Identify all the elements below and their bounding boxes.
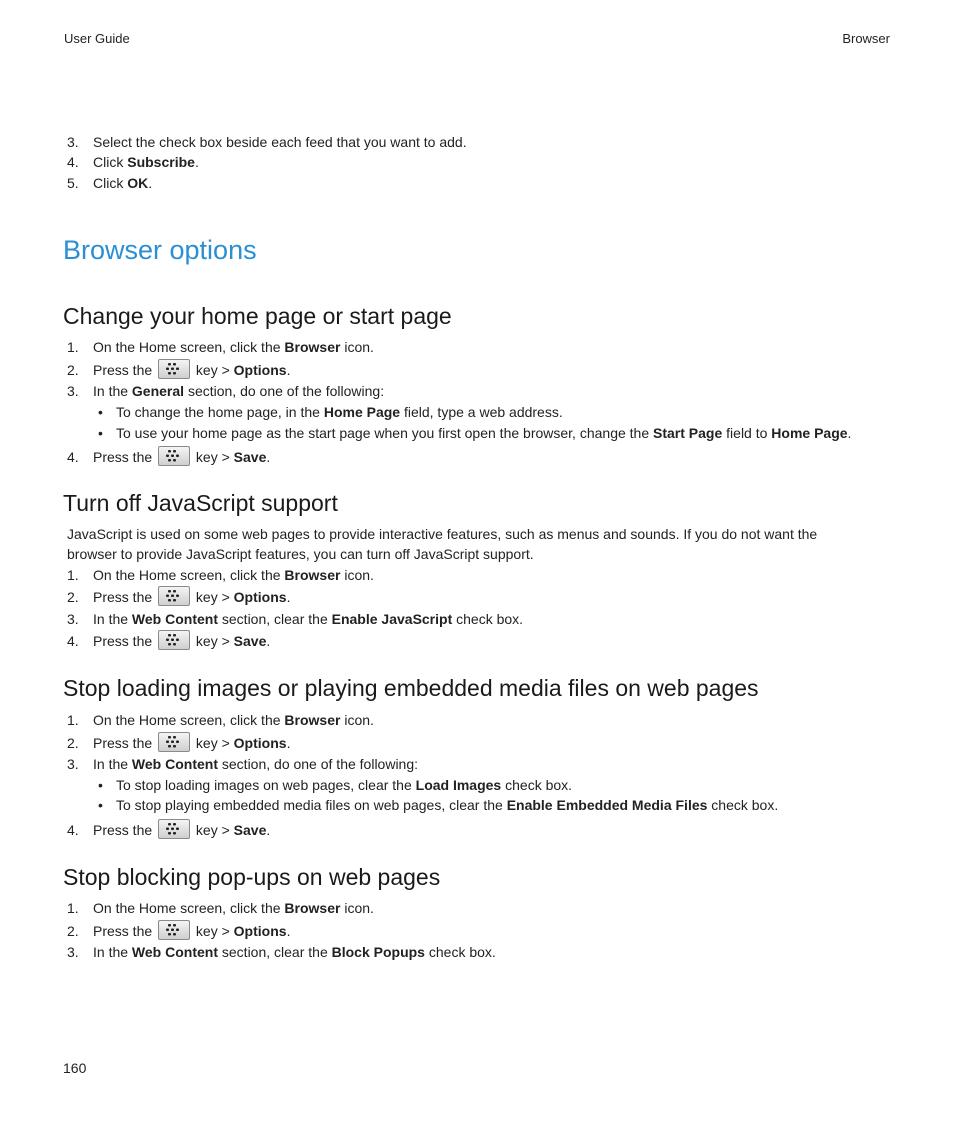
- section-title-media: Stop loading images or playing embedded media files on web pages: [63, 675, 759, 701]
- media-step-3: 3. In the Web Content section, do one of the following:: [67, 756, 419, 772]
- page-number: 160: [63, 1060, 87, 1076]
- media-step-2: 2. Press the key > Options.: [67, 732, 290, 753]
- header-doc-title: User Guide: [64, 31, 130, 46]
- javascript-intro: JavaScript is used on some web pages to provide interactive features, such as menus and sounds. If you do not want the browser to provide JavaScript features, you can turn off JavaScript support.: [67, 526, 818, 562]
- home-step-2: 2. Press the key > Options.: [67, 359, 290, 380]
- section-title-home: Change your home page or start page: [63, 303, 452, 329]
- media-bullet-2: • To stop playing embedded media files on web pages, clear the Enable Embedded Media Files check box.: [98, 797, 779, 813]
- js-step-3: 3. In the Web Content section, clear the Enable JavaScript check box.: [67, 611, 524, 627]
- js-step-4: 4. Press the key > Save.: [67, 630, 270, 651]
- step-5: 5. Click OK.: [67, 175, 153, 191]
- blackberry-menu-key-icon: [158, 446, 190, 466]
- blackberry-menu-key-icon: [158, 630, 190, 650]
- home-step-1: 1. On the Home screen, click the Browser icon.: [67, 339, 374, 355]
- popups-step-3: 3. In the Web Content section, clear the Block Popups check box.: [67, 944, 496, 960]
- section-title-javascript: Turn off JavaScript support: [63, 490, 338, 516]
- popups-step-2: 2. Press the key > Options.: [67, 920, 290, 941]
- media-bullet-1: • To stop loading images on web pages, clear the Load Images check box.: [98, 777, 573, 793]
- popups-step-1: 1. On the Home screen, click the Browser icon.: [67, 900, 374, 916]
- home-bullet-2: • To use your home page as the start page when you first open the browser, change the Start Page field to Home Page.: [98, 425, 852, 441]
- page-title: Browser options: [63, 235, 257, 265]
- blackberry-menu-key-icon: [158, 819, 190, 839]
- step-4: 4. Click Subscribe.: [67, 154, 199, 170]
- media-step-1: 1. On the Home screen, click the Browser icon.: [67, 712, 374, 728]
- blackberry-menu-key-icon: [158, 359, 190, 379]
- home-step-3: 3. In the General section, do one of the following:: [67, 383, 385, 399]
- blackberry-menu-key-icon: [158, 586, 190, 606]
- blackberry-menu-key-icon: [158, 732, 190, 752]
- home-bullet-1: • To change the home page, in the Home Page field, type a web address.: [98, 404, 563, 420]
- step-3: 3. Select the check box beside each feed that you want to add.: [67, 134, 467, 150]
- blackberry-menu-key-icon: [158, 920, 190, 940]
- header-chapter: Browser: [842, 31, 890, 46]
- js-step-2: 2. Press the key > Options.: [67, 586, 290, 607]
- media-step-4: 4. Press the key > Save.: [67, 819, 270, 840]
- section-title-popups: Stop blocking pop-ups on web pages: [63, 864, 441, 890]
- home-step-4: 4. Press the key > Save.: [67, 446, 270, 467]
- js-step-1: 1. On the Home screen, click the Browser icon.: [67, 567, 374, 583]
